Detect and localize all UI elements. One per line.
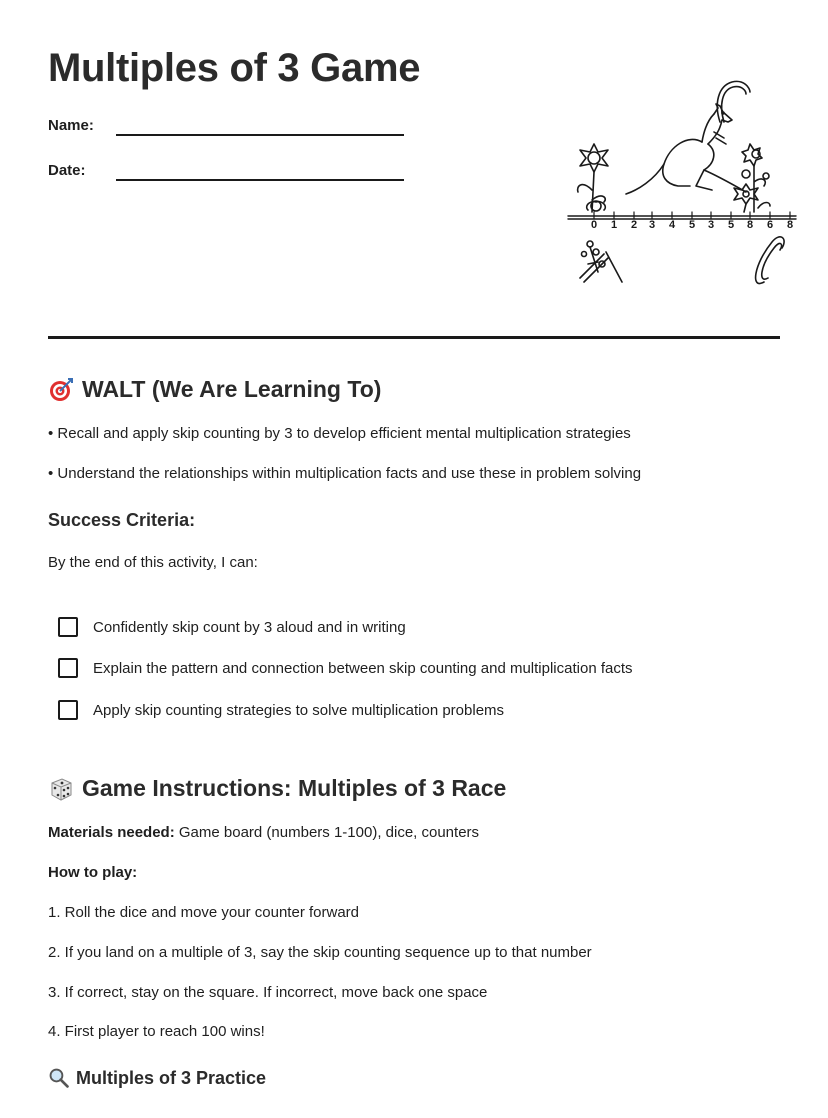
checkbox-2[interactable] bbox=[58, 658, 78, 678]
dice-icon bbox=[48, 776, 74, 802]
number-line-label: 4 bbox=[668, 219, 676, 231]
criteria-text-2: Explain the pattern and connection between skip counting and multiplication facts bbox=[93, 659, 633, 677]
number-line-label: 1 bbox=[610, 219, 618, 231]
number-line-label: 8 bbox=[746, 219, 754, 231]
step-3: 3. If correct, stay on the square. If incorrect, move back one space bbox=[48, 984, 488, 1001]
magnifier-icon bbox=[48, 1067, 70, 1089]
name-label: Name: bbox=[48, 117, 94, 134]
number-line bbox=[568, 212, 796, 219]
success-heading: Success Criteria: bbox=[48, 510, 196, 530]
flower-left-icon bbox=[578, 144, 608, 212]
number-line-label: 3 bbox=[707, 219, 715, 231]
materials-label: Materials needed: bbox=[48, 824, 175, 841]
practice-heading-text: Multiples of 3 Practice bbox=[76, 1067, 267, 1088]
criteria-item-2 bbox=[58, 658, 633, 678]
kangaroo-illustration bbox=[518, 72, 794, 294]
number-line-label: 3 bbox=[648, 219, 656, 231]
number-line-label: 8 bbox=[786, 219, 794, 231]
date-field bbox=[48, 162, 86, 179]
checkbox-3[interactable] bbox=[58, 700, 78, 720]
game-heading bbox=[48, 775, 506, 802]
number-line-label: 5 bbox=[727, 219, 735, 231]
step-2: 2. If you land on a multiple of 3, say the skip counting sequence up to that number bbox=[48, 944, 592, 961]
materials-text: Game board (numbers 1-100), dice, counters bbox=[174, 824, 480, 841]
walt-heading bbox=[48, 376, 381, 403]
number-line-label: 6 bbox=[766, 219, 774, 231]
how-to-play-label: How to play: bbox=[48, 864, 138, 881]
target-icon bbox=[48, 377, 74, 403]
flower-right-icon bbox=[734, 144, 770, 212]
walt-heading-text: WALT (We Are Learning To) bbox=[82, 376, 382, 402]
materials-line bbox=[48, 824, 479, 841]
step-4: 4. First player to reach 100 wins! bbox=[48, 1023, 265, 1040]
date-line[interactable] bbox=[116, 179, 404, 181]
practice-heading bbox=[48, 1067, 266, 1089]
checkbox-1[interactable] bbox=[58, 617, 78, 637]
walt-item-1: • Recall and apply skip counting by 3 to develop efficient mental multiplication strategies bbox=[48, 425, 631, 442]
kangaroo-icon bbox=[626, 104, 746, 194]
criteria-item-1 bbox=[58, 617, 406, 637]
number-line-label: 5 bbox=[688, 219, 696, 231]
number-line-label: 0 bbox=[590, 219, 598, 231]
criteria-text-3: Apply skip counting strategies to solve multiplication problems bbox=[93, 701, 505, 719]
criteria-item-3 bbox=[58, 700, 504, 720]
game-heading-text: Game Instructions: Multiples of 3 Race bbox=[82, 775, 507, 801]
sprig-icon bbox=[580, 241, 622, 282]
success-intro: By the end of this activity, I can: bbox=[48, 554, 258, 571]
walt-item-2: • Understand the relationships within multiplication facts and use these in problem solving bbox=[48, 465, 642, 482]
page-title: Multiples of 3 Game bbox=[48, 46, 421, 90]
date-label: Date: bbox=[48, 162, 86, 179]
number-line-label: 2 bbox=[630, 219, 638, 231]
criteria-text-1: Confidently skip count by 3 aloud and in writing bbox=[93, 618, 406, 636]
name-field bbox=[48, 117, 94, 134]
divider bbox=[48, 336, 780, 339]
name-line[interactable] bbox=[116, 134, 404, 136]
step-1: 1. Roll the dice and move your counter forward bbox=[48, 904, 359, 921]
